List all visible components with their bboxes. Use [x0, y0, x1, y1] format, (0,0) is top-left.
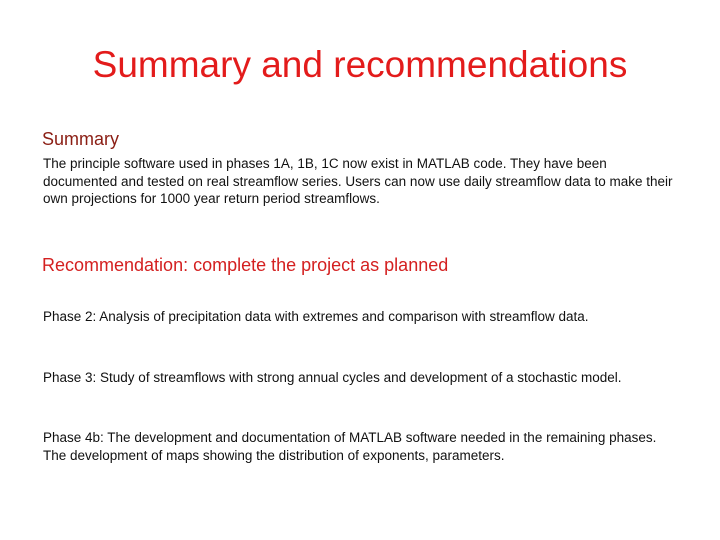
slide-title: Summary and recommendations: [92, 44, 628, 85]
summary-heading: Summary: [42, 129, 120, 149]
recommendation-heading: Recommendation: complete the project as planned: [42, 255, 449, 275]
summary-paragraph: The principle software used in phases 1A, 1B, 1C now exist in MATLAB code. They have been documented and tested on real streamflow series. Users can now use daily streamflow data to make their own projections for 1000 year return period streamflows.: [43, 156, 673, 206]
phase-4b-paragraph: Phase 4b: The development and documentation of MATLAB software needed in the remaining phases. The development of maps showing the distribution of exponents, parameters.: [43, 430, 657, 463]
phase-3-paragraph: Phase 3: Study of streamflows with strong annual cycles and development of a stochastic model.: [43, 370, 622, 385]
phase-2-paragraph: Phase 2: Analysis of precipitation data with extremes and comparison with streamflow data.: [43, 309, 589, 324]
